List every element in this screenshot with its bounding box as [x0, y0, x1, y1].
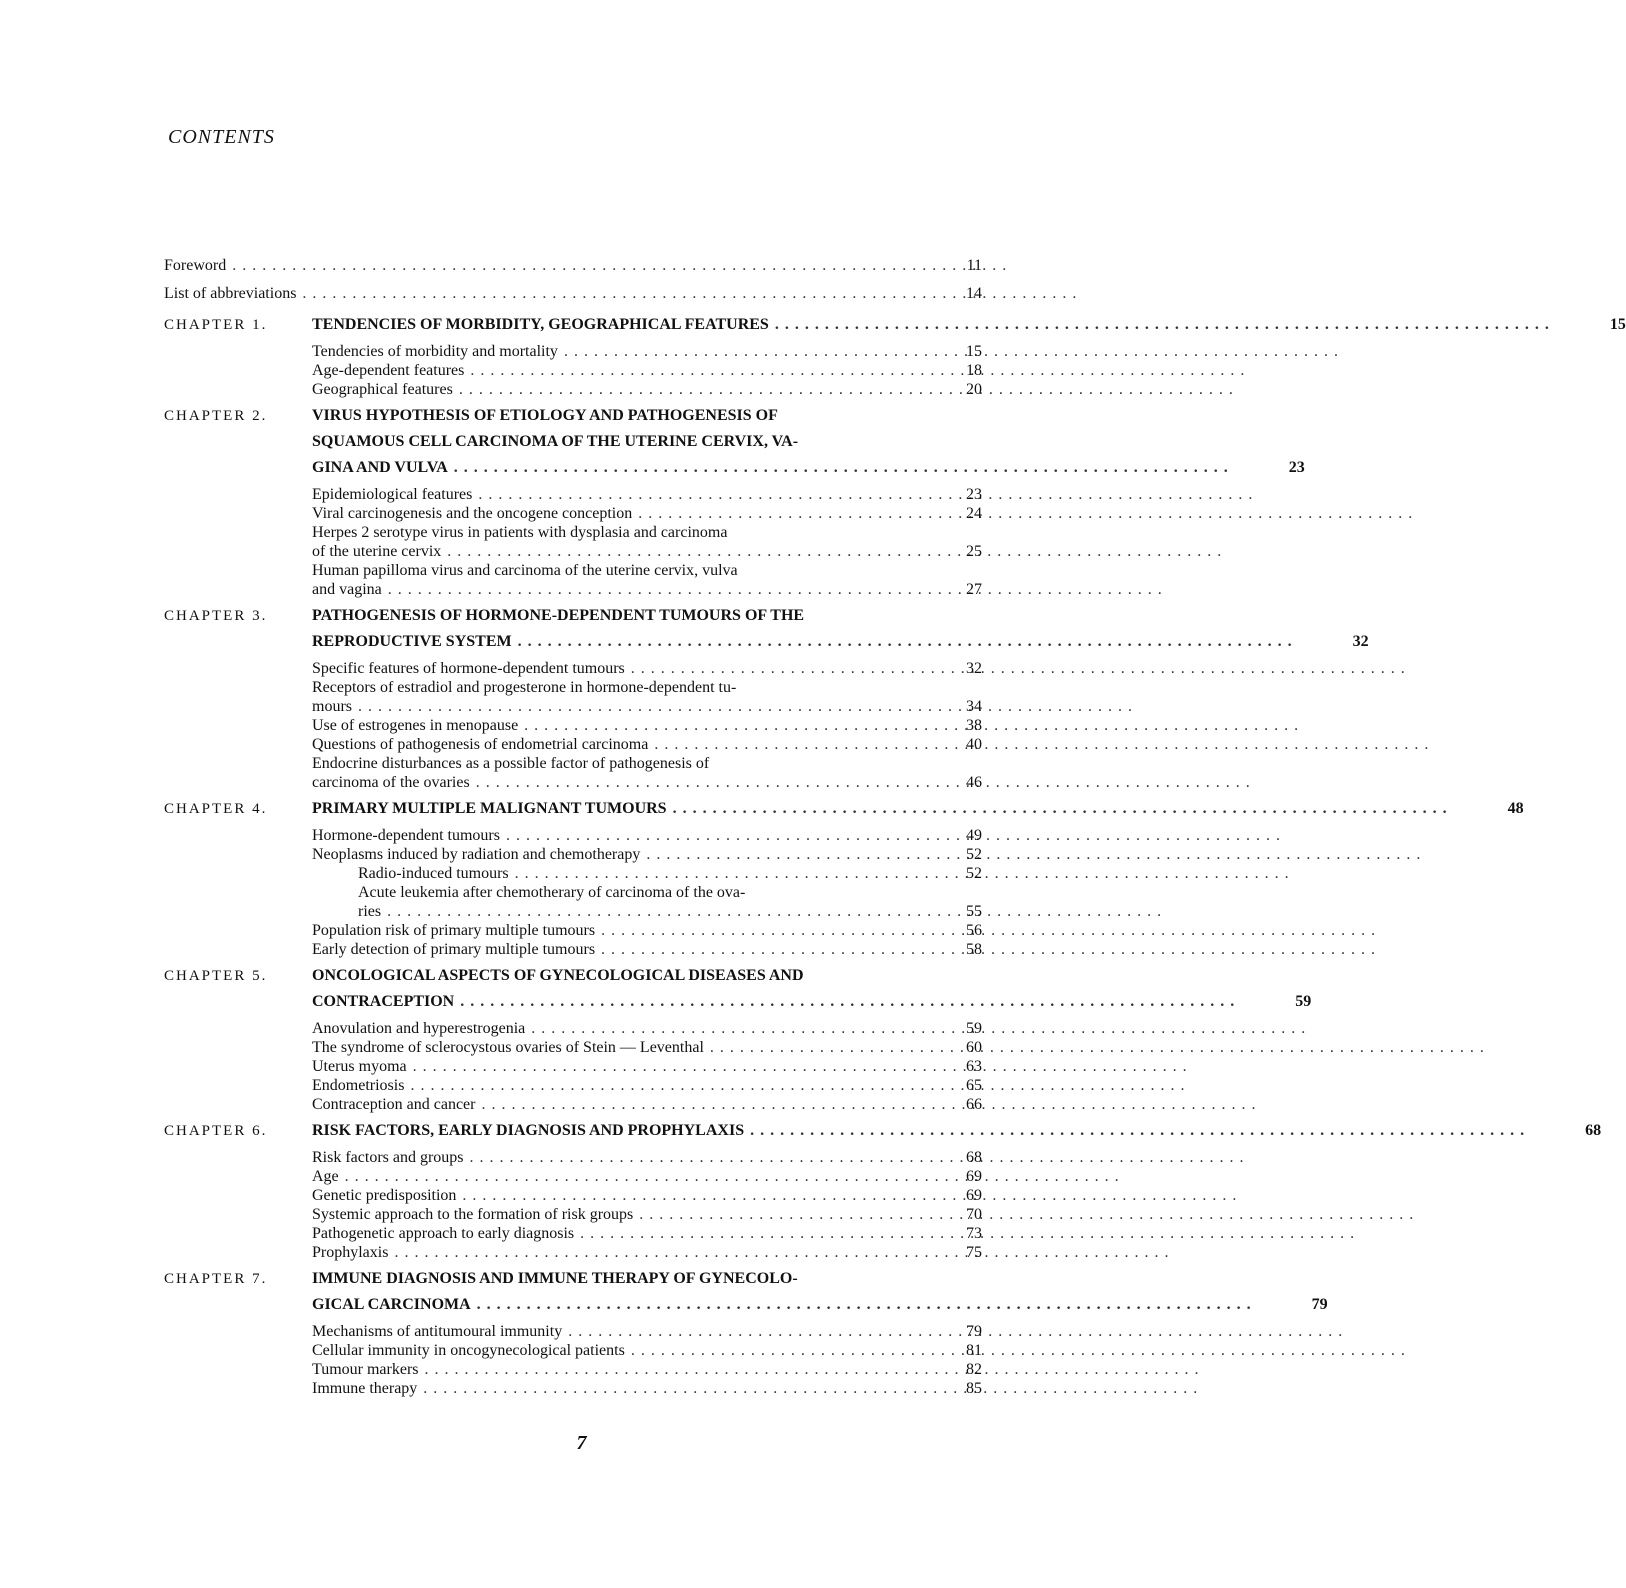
- section-title: Human papilloma virus and carcinoma of the uterine cervix, vulva: [312, 562, 738, 579]
- section-entry[interactable]: [312, 523, 982, 561]
- section-title: Viral carcinogenesis and the oncogene conception: [312, 505, 633, 522]
- leader-dots: [646, 845, 906, 864]
- leader-dots: [568, 1322, 906, 1341]
- chapter-heading[interactable]: [164, 1118, 1602, 1144]
- section-title: The syndrome of sclerocystous ovaries of Stein — Leventhal: [312, 1039, 704, 1056]
- section-entry[interactable]: [312, 485, 982, 504]
- chapter-title: IMMUNE DIAGNOSIS AND IMMUNE THERAPY OF GYNECOLO-: [312, 1270, 798, 1287]
- section-title: Contraception and cancer: [312, 1096, 476, 1113]
- leader-dots: [478, 485, 906, 504]
- leader-dots: [750, 1118, 1525, 1144]
- section-page: 73: [966, 1225, 982, 1242]
- chapter-label: CHAPTER 7.: [164, 1271, 268, 1287]
- leader-dots: [601, 921, 906, 940]
- leader-dots: [580, 1224, 906, 1243]
- leader-dots: [564, 342, 906, 361]
- section-entry[interactable]: [312, 864, 982, 883]
- section-title: of the uterine cervix: [312, 543, 442, 560]
- leader-dots: [388, 580, 906, 599]
- chapter-title: VIRUS HYPOTHESIS OF ETIOLOGY AND PATHOGENESIS OF: [312, 407, 778, 424]
- section-entry[interactable]: [312, 921, 982, 940]
- leader-dots: [394, 1243, 906, 1262]
- toc-entry-label: List of abbreviations: [164, 285, 297, 302]
- leader-dots: [447, 542, 906, 561]
- chapter-label: CHAPTER 5.: [164, 968, 268, 984]
- leader-dots: [631, 659, 906, 678]
- section-page: 69: [966, 1168, 982, 1185]
- section-title: Acute leukemia after chemotherary of carcinoma of the ova-: [358, 884, 746, 901]
- section-title: Endocrine disturbances as a possible factor of pathogenesis of: [312, 755, 710, 772]
- leader-dots: [481, 1095, 906, 1114]
- chapter-page: 79: [1311, 1296, 1328, 1313]
- chapter-title: REPRODUCTIVE SYSTEM: [312, 633, 512, 650]
- section-page: 18: [966, 362, 982, 379]
- leader-dots: [506, 826, 906, 845]
- section-entry[interactable]: [312, 1167, 982, 1186]
- leader-dots: [425, 1360, 906, 1379]
- section-page: 60: [966, 1039, 982, 1056]
- chapter-page: 59: [1295, 993, 1312, 1010]
- section-page: 49: [966, 827, 982, 844]
- section-page: 32: [966, 660, 982, 677]
- leader-dots: [387, 902, 906, 921]
- section-title: Prophylaxis: [312, 1244, 389, 1261]
- section-page: 52: [966, 865, 982, 882]
- chapter-label: CHAPTER 6.: [164, 1123, 268, 1139]
- section-page: 40: [966, 736, 982, 753]
- section-entry[interactable]: [312, 659, 982, 678]
- section-title: Mechanisms of antitumoural immunity: [312, 1323, 563, 1340]
- section-page: 27: [966, 581, 982, 598]
- section-page: 79: [966, 1323, 982, 1340]
- section-title: Systemic approach to the formation of risk groups: [312, 1206, 634, 1223]
- section-entry[interactable]: [312, 845, 982, 864]
- chapter-title: ONCOLOGICAL ASPECTS OF GYNECOLOGICAL DISEASES AND: [312, 967, 804, 984]
- section-entry[interactable]: [312, 1341, 982, 1360]
- section-title: Hormone-dependent tumours: [312, 827, 500, 844]
- section-page: 15: [966, 343, 982, 360]
- chapter-heading[interactable]: [164, 403, 1305, 481]
- chapter-heading[interactable]: [164, 603, 1369, 655]
- section-entry[interactable]: [312, 1379, 982, 1398]
- section-title: Radio-induced tumours: [358, 865, 509, 882]
- chapter-title: GICAL CARCINOMA: [312, 1296, 471, 1313]
- section-page: 70: [966, 1206, 982, 1223]
- leader-dots: [518, 629, 1293, 655]
- chapter-title: TENDENCIES OF MORBIDITY, GEOGRAPHICAL FEATURES: [312, 316, 769, 333]
- section-page: 20: [966, 381, 982, 398]
- leader-dots: [302, 280, 906, 308]
- leader-dots: [601, 940, 906, 959]
- section-title: Age-dependent features: [312, 362, 465, 379]
- leader-dots: [654, 735, 906, 754]
- leader-dots: [462, 1186, 906, 1205]
- section-title: Receptors of estradiol and progesterone in hormone-dependent tu-: [312, 679, 737, 696]
- section-page: 65: [966, 1077, 982, 1094]
- leader-dots: [454, 455, 1229, 481]
- section-title: mours: [312, 698, 352, 715]
- leader-dots: [531, 1019, 906, 1038]
- section-title: Cellular immunity in oncogynecological patients: [312, 1342, 625, 1359]
- section-entry[interactable]: [312, 940, 982, 959]
- section-title: and vagina: [312, 581, 382, 598]
- section-title: Risk factors and groups: [312, 1149, 464, 1166]
- section-title: Tumour markers: [312, 1361, 419, 1378]
- section-entry[interactable]: [312, 1224, 982, 1243]
- leader-dots: [470, 361, 906, 380]
- section-title: ries: [358, 903, 382, 920]
- section-entry[interactable]: [312, 561, 982, 599]
- section-title: Neoplasms induced by radiation and chemotherapy: [312, 846, 641, 863]
- leader-dots: [775, 312, 1550, 338]
- leader-dots: [638, 504, 906, 523]
- section-entry[interactable]: [312, 1076, 982, 1095]
- chapter-title: PRIMARY MULTIPLE MALIGNANT TUMOURS: [312, 800, 667, 817]
- section-entry[interactable]: [312, 361, 982, 380]
- chapter-heading[interactable]: [164, 1266, 1328, 1318]
- chapter-label: CHAPTER 1.: [164, 317, 268, 333]
- section-entry[interactable]: [312, 1057, 982, 1076]
- section-title: Age: [312, 1168, 339, 1185]
- section-list: [312, 1148, 982, 1262]
- section-entry[interactable]: [312, 504, 982, 523]
- section-title: Epidemiological features: [312, 486, 473, 503]
- section-entry[interactable]: [312, 1095, 982, 1114]
- section-page: 69: [966, 1187, 982, 1204]
- section-page: 52: [966, 846, 982, 863]
- section-title: carcinoma of the ovaries: [312, 774, 470, 791]
- section-title: Early detection of primary multiple tumours: [312, 941, 596, 958]
- section-entry[interactable]: [312, 754, 982, 792]
- chapter-block: [164, 1266, 1328, 1398]
- section-list: [312, 342, 982, 399]
- chapter-heading[interactable]: [164, 312, 1626, 338]
- chapter-block: [164, 603, 1369, 792]
- toc-entry[interactable]: [164, 280, 982, 308]
- toc-entry-page: 14: [966, 285, 982, 302]
- section-entry[interactable]: [312, 342, 982, 361]
- chapter-block: [164, 796, 1524, 959]
- table-of-contents: [164, 252, 1626, 1402]
- leader-dots: [673, 796, 1448, 822]
- section-entry[interactable]: [312, 1205, 982, 1224]
- chapter-heading[interactable]: [164, 796, 1524, 822]
- section-title: Geographical features: [312, 381, 453, 398]
- chapter-page: 15: [1609, 316, 1626, 333]
- toc-entry-page: 11: [966, 257, 982, 274]
- section-entry[interactable]: [312, 1186, 982, 1205]
- section-list: [312, 826, 982, 959]
- chapter-block: [164, 403, 1305, 599]
- leader-dots: [460, 989, 1235, 1015]
- chapter-title: RISK FACTORS, EARLY DIAGNOSIS AND PROPHYLAXIS: [312, 1122, 745, 1139]
- section-list: [312, 1019, 982, 1114]
- leader-dots: [413, 1057, 906, 1076]
- chapter-page: 23: [1288, 459, 1305, 476]
- section-list: [312, 485, 982, 599]
- chapter-title: SQUAMOUS CELL CARCINOMA OF THE UTERINE CERVIX, VA-: [312, 433, 799, 450]
- chapter-label: CHAPTER 2.: [164, 408, 268, 424]
- section-page: 58: [966, 941, 982, 958]
- section-title: Questions of pathogenesis of endometrial carcinoma: [312, 736, 649, 753]
- section-entry[interactable]: [312, 826, 982, 845]
- section-entry[interactable]: [312, 1038, 982, 1057]
- leader-dots: [710, 1038, 906, 1057]
- leader-dots: [515, 864, 906, 883]
- section-page: 34: [966, 698, 982, 715]
- leader-dots: [477, 1292, 1252, 1318]
- section-page: 55: [966, 903, 982, 920]
- section-page: 23: [966, 486, 982, 503]
- page-number: 7: [576, 1432, 587, 1454]
- section-title: Use of estrogenes in menopause: [312, 717, 519, 734]
- section-entry[interactable]: [312, 883, 982, 921]
- chapter-title: GINA AND VULVA: [312, 459, 448, 476]
- section-entry[interactable]: [312, 716, 982, 735]
- section-entry[interactable]: [312, 1019, 982, 1038]
- leader-dots: [639, 1205, 906, 1224]
- section-page: 63: [966, 1058, 982, 1075]
- section-title: Uterus myoma: [312, 1058, 407, 1075]
- section-page: 46: [966, 774, 982, 791]
- leader-dots: [459, 380, 906, 399]
- section-page: 81: [966, 1342, 982, 1359]
- leader-dots: [423, 1379, 906, 1398]
- section-entry[interactable]: [312, 380, 982, 399]
- section-title: Genetic predisposition: [312, 1187, 457, 1204]
- section-entry[interactable]: [312, 735, 982, 754]
- page-title: CONTENTS: [168, 126, 275, 148]
- section-page: 24: [966, 505, 982, 522]
- section-title: Tendencies of morbidity and mortality: [312, 343, 558, 360]
- toc-entry-label: Foreword: [164, 257, 227, 274]
- section-list: [312, 659, 982, 792]
- chapter-block: [164, 963, 1312, 1114]
- chapter-page: 32: [1352, 633, 1369, 650]
- toc-entry[interactable]: [164, 252, 982, 280]
- leader-dots: [631, 1341, 906, 1360]
- section-entry[interactable]: [312, 1148, 982, 1167]
- leader-dots: [524, 716, 906, 735]
- chapter-label: CHAPTER 4.: [164, 801, 268, 817]
- section-entry[interactable]: [312, 678, 982, 716]
- section-entry[interactable]: [312, 1360, 982, 1379]
- leader-dots: [345, 1167, 906, 1186]
- chapter-title: PATHOGENESIS OF HORMONE-DEPENDENT TUMOURS OF THE: [312, 607, 805, 624]
- chapter-heading[interactable]: [164, 963, 1312, 1015]
- section-page: 56: [966, 922, 982, 939]
- section-page: 75: [966, 1244, 982, 1261]
- section-list: [312, 1322, 982, 1398]
- section-page: 68: [966, 1149, 982, 1166]
- section-entry[interactable]: [312, 1322, 982, 1341]
- section-page: 25: [966, 543, 982, 560]
- section-title: Population risk of primary multiple tumours: [312, 922, 596, 939]
- leader-dots: [232, 252, 906, 280]
- section-title: Herpes 2 serotype virus in patients with dysplasia and carcinoma: [312, 524, 728, 541]
- chapter-page: 68: [1585, 1122, 1602, 1139]
- section-title: Specific features of hormone-dependent tumours: [312, 660, 625, 677]
- section-page: 66: [966, 1096, 982, 1113]
- section-page: 85: [966, 1380, 982, 1397]
- section-entry[interactable]: [312, 1243, 982, 1262]
- section-title: Endometriosis: [312, 1077, 405, 1094]
- chapter-title: CONTRACEPTION: [312, 993, 455, 1010]
- leader-dots: [470, 1148, 906, 1167]
- leader-dots: [476, 773, 906, 792]
- section-page: 38: [966, 717, 982, 734]
- leader-dots: [410, 1076, 906, 1095]
- leader-dots: [358, 697, 906, 716]
- chapter-block: [164, 312, 1626, 399]
- section-title: Immune therapy: [312, 1380, 418, 1397]
- section-title: Anovulation and hyperestrogenia: [312, 1020, 526, 1037]
- section-page: 82: [966, 1361, 982, 1378]
- chapter-block: [164, 1118, 1602, 1262]
- chapter-page: 48: [1507, 800, 1524, 817]
- section-page: 59: [966, 1020, 982, 1037]
- section-title: Pathogenetic approach to early diagnosis: [312, 1225, 575, 1242]
- chapter-label: CHAPTER 3.: [164, 608, 268, 624]
